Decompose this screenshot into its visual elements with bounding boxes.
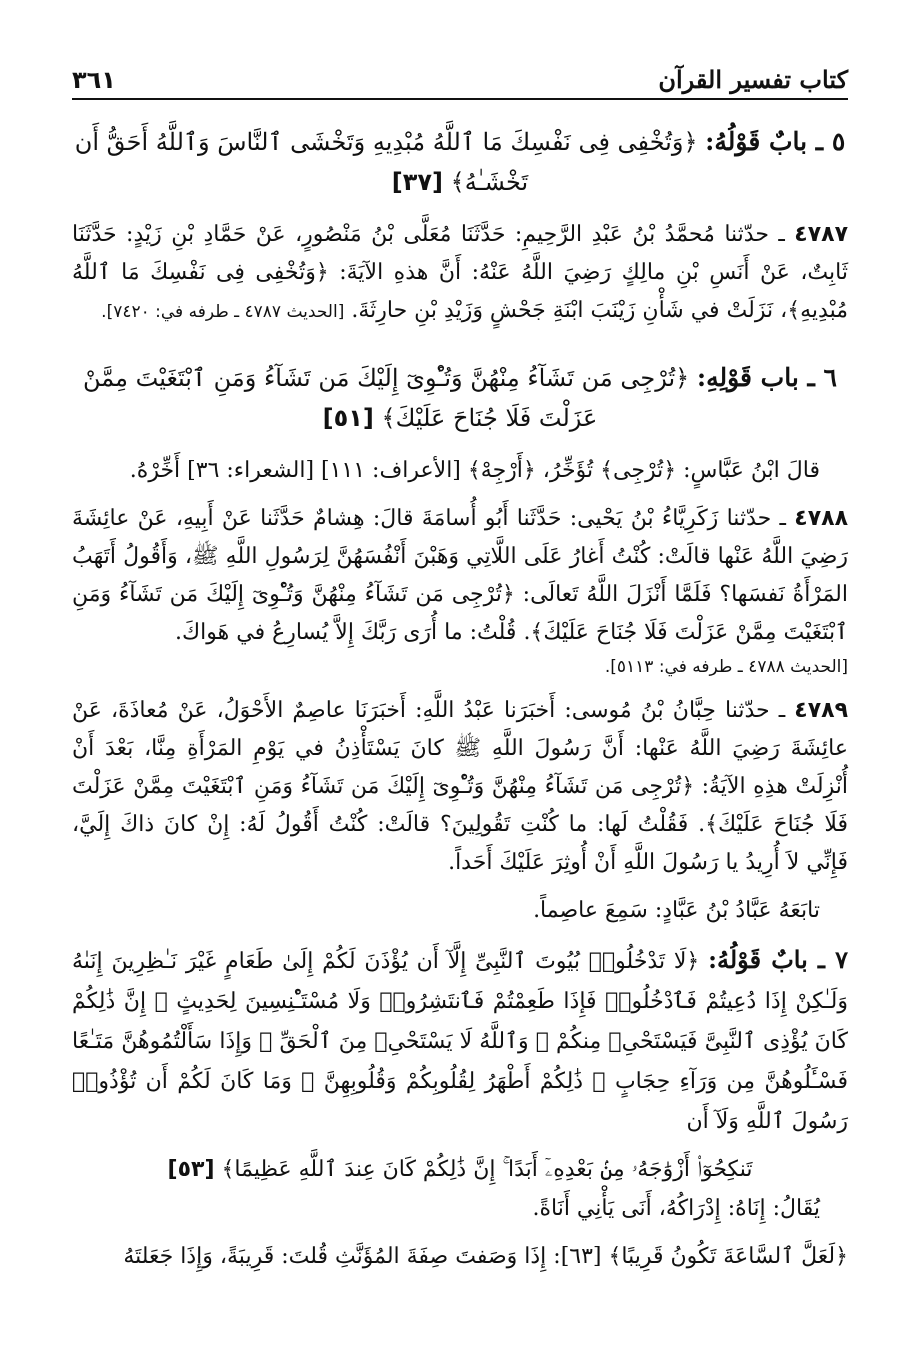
chapter-6-ayah: ﴿تُرْجِى مَن تَشَآءُ مِنْهُنَّ وَتُـْٔوِىٓ إِلَيْكَ مَن تَشَآءُ وَمَنِ ٱبْتَغَيْتَ مِمَّنْ عَزَلْتَ فَلَا جُنَاحَ عَلَيْكَ﴾ — [83, 364, 690, 432]
hadith-4788-number: ٤٧٨٨ — [794, 506, 848, 531]
hadith-4787-number: ٤٧٨٧ — [794, 222, 848, 247]
chapter-6-ref: [٥١] — [322, 404, 374, 432]
running-title: كتاب تفسير القرآن — [658, 65, 848, 94]
spacer — [72, 340, 848, 358]
hadith-4788 — [72, 500, 848, 682]
ibn-abbas-comment: قالَ ابْنُ عَبَّاسٍ: ﴿تُرْجِى﴾ تُؤَخِّرُ، ﴿أَرْجِهْ﴾ [الأعراف: ١١١] [الشعراء: ٣٦] أَخِّرْهُ. — [129, 458, 820, 483]
hadith-4787 — [72, 216, 848, 330]
tabaahu-line: تابَعَهُ عَبَّادُ بْنُ عَبَّادٍ: سَمِعَ عاصِماً. — [533, 898, 820, 923]
hadith-4787-note: [الحديث ٤٧٨٧ ـ طرفه في: ٧٤٢٠]. — [101, 302, 345, 322]
chapter-7-ref: [٥٣] — [167, 1157, 215, 1182]
chapter-5-ref: [٣٧] — [391, 168, 444, 196]
chapter-5-title: ٥ ـ بابٌ قَوْلُهُ: — [705, 127, 846, 156]
chapter-6-heading — [72, 358, 848, 438]
chapter-7-title: ٧ ـ بابٌ قَوْلُهُ: — [708, 945, 848, 974]
page-content — [72, 122, 848, 1286]
chapter-7-ayah-end: تَنكِحُوٓا۟ أَزْوَٰجَهُۥ مِنۢ بَعْدِهِۦٓ أَبَدًا ۚ إِنَّ ذَٰلِكُمْ كَانَ عِندَ ٱللَّهِ عَظِيمًا﴾ — [221, 1157, 753, 1182]
laalla-line: ﴿لَعَلَّ ٱلسَّاعَةَ تَكُونُ قَرِيبًا﴾ [٦٣]: إِذَا وَصَفتَ صِفَةَ المُؤَنَّثِ قُلتَ: قَرِيبَةً، وَإِذَا جَعَلتَهُ — [123, 1244, 848, 1269]
hadith-4789-number: ٤٧٨٩ — [794, 698, 848, 723]
chapter-5-heading — [72, 122, 848, 202]
hadith-4788-text: ـ حدّثنا زَكَرِيَّاءُ بْنُ يَحْيى: حَدَّثَنا أَبُو أُسامَةَ قالَ: هِشامٌ حَدَّثَنا عَنْ أَبِيهِ، عَنْ عائِشَةَ رَضِيَ اللَّهُ عَنْها قالَتْ: كُنْتُ أَغارُ عَلَى اللَّاتِي وَهَبْنَ أَنْفُسَهُنَّ لِرَسُولِ اللَّهِ ﷺ، وَأَقُولُ أَتَهَبُ المَرْأَةُ نَفسَها؟ فَلَمَّا أَنْزَلَ اللَّهُ تَعالَى: ﴿تُرْجِى مَن تَشَآءُ مِنْهُنَّ وَتُـْٔوِىٓ إِلَيْكَ مَن تَشَآءُ وَمَنِ ٱبْتَغَيْتَ مِمَّنْ عَزَلْتَ فَلَا جُنَاحَ عَلَيْكَ﴾. قُلْتُ: ما أُرَى رَبَّكَ إِلاَّ يُسارِعُ في هَواكَ. — [72, 506, 848, 645]
chapter-7-ayah: ﴿لَا تَدْخُلُوا۟ بُيُوتَ ٱلنَّبِىِّ إِلَّآ أَن يُؤْذَنَ لَكُمْ إِلَىٰ طَعَامٍ غَيْرَ نَـٰظِرِينَ إِنَىٰهُ وَلَـٰكِنْ إِذَا دُعِيتُمْ فَٱدْخُلُوا۟ فَإِذَا طَعِمْتُمْ فَٱنتَشِرُوا۟ وَلَا مُسْتَـْٔنِسِينَ لِحَدِيثٍ ۚ إِنَّ ذَٰلِكُمْ كَانَ يُؤْذِى ٱلنَّبِىَّ فَيَسْتَحْىِۦ مِنكُمْ ۖ وَٱللَّهُ لَا يَسْتَحْىِۦ مِنَ ٱلْحَقِّ ۚ وَإِذَا سَأَلْتُمُوهُنَّ مَتَـٰعًا فَسْـَٔلُوهُنَّ مِن وَرَآءِ حِجَابٍ ۚ ذَٰلِكُمْ أَطْهَرُ لِقُلُوبِكُمْ وَقُلُوبِهِنَّ ۚ وَمَا كَانَ لَكُمْ أَن تُؤْذُوا۟ رَسُولَ ٱللَّهِ وَلَآ أَن — [72, 949, 848, 1134]
hadith-4788-note: [الحديث ٤٧٨٨ ـ طرفه في: ٥١١٣]. — [604, 657, 848, 677]
chapter-7-heading — [72, 940, 848, 1142]
yuqal-line: يُقَالُ: إِنَاهُ: إِدْرَاكُهُ، أَنَى يَأْنِي أَنَاةً. — [532, 1196, 820, 1221]
page-header — [72, 58, 848, 100]
hadith-4789 — [72, 692, 848, 882]
hadith-4787-text: ـ حدّثنا مُحمَّدُ بْنُ عَبْدِ الرَّحِيمِ: حَدَّثَنَا مُعَلَّى بْنُ مَنْصُورٍ، عَنْ حَمَّادِ بْنِ زَيْدٍ: حَدَّثَنَا ثَابِتٌ، عَنْ أَنَسِ بْنِ مالِكٍ رَضِيَ اللَّهُ عَنْهُ: أَنَّ هذهِ الآيَةَ: ﴿وَتُخْفِى فِى نَفْسِكَ مَا ٱللَّهُ مُبْدِيهِ﴾، نَزَلَتْ في شَأْنِ زَيْنَبَ ابْنَةِ جَحْشٍ وَزَيْدِ بْنِ حارِثَةَ. — [72, 222, 848, 323]
chapter-5-ayah: ﴿وَتُخْفِى فِى نَفْسِكَ مَا ٱللَّهُ مُبْدِيهِ وَتَخْشَى ٱلنَّاسَ وَٱللَّهُ أَحَقُّ أَن تَخْشَـٰهُ﴾ — [74, 128, 698, 196]
chapter-6-title: ٦ ـ باب قَوْلِهِ: — [696, 363, 837, 392]
chapter-7-last-line — [72, 1150, 848, 1190]
hadith-4789-text: ـ حدّثنا حِبَّانُ بْنُ مُوسى: أَخبَرَنا عَبْدُ اللَّهِ: أَخبَرَنَا عاصِمٌ الأَحْوَلُ، عَنْ مُعاذَةَ، عَنْ عائِشَةَ رَضِيَ اللَّهُ عَنْها: أَنَّ رَسُولَ اللَّهِ ﷺ كانَ يَسْتَأْذِنُ في يَوْمِ المَرْأَةِ مِنَّا، بَعْدَ أَنْ أُنْزِلَتْ هذِهِ الآيَةُ: ﴿تُرْجِى مَن تَشَآءُ مِنْهُنَّ وَتُـْٔوِىٓ إِلَيْكَ مَن تَشَآءُ وَمَنِ ٱبْتَغَيْتَ مِمَّنْ عَزَلْتَ فَلَا جُنَاحَ عَلَيْكَ﴾. فَقُلْتُ لَها: ما كُنْتِ تَقُولِينَ؟ قالَتْ: كُنْتُ أَقُولُ لَهُ: إِنْ كانَ ذاكَ إِلَيَّ، فَإِنِّي لاَ أُرِيدُ يا رَسُولَ اللَّهِ أَنْ أُوثِرَ عَلَيْكَ أَحَداً. — [72, 698, 848, 875]
page-number: ٣٦١ — [72, 66, 116, 94]
